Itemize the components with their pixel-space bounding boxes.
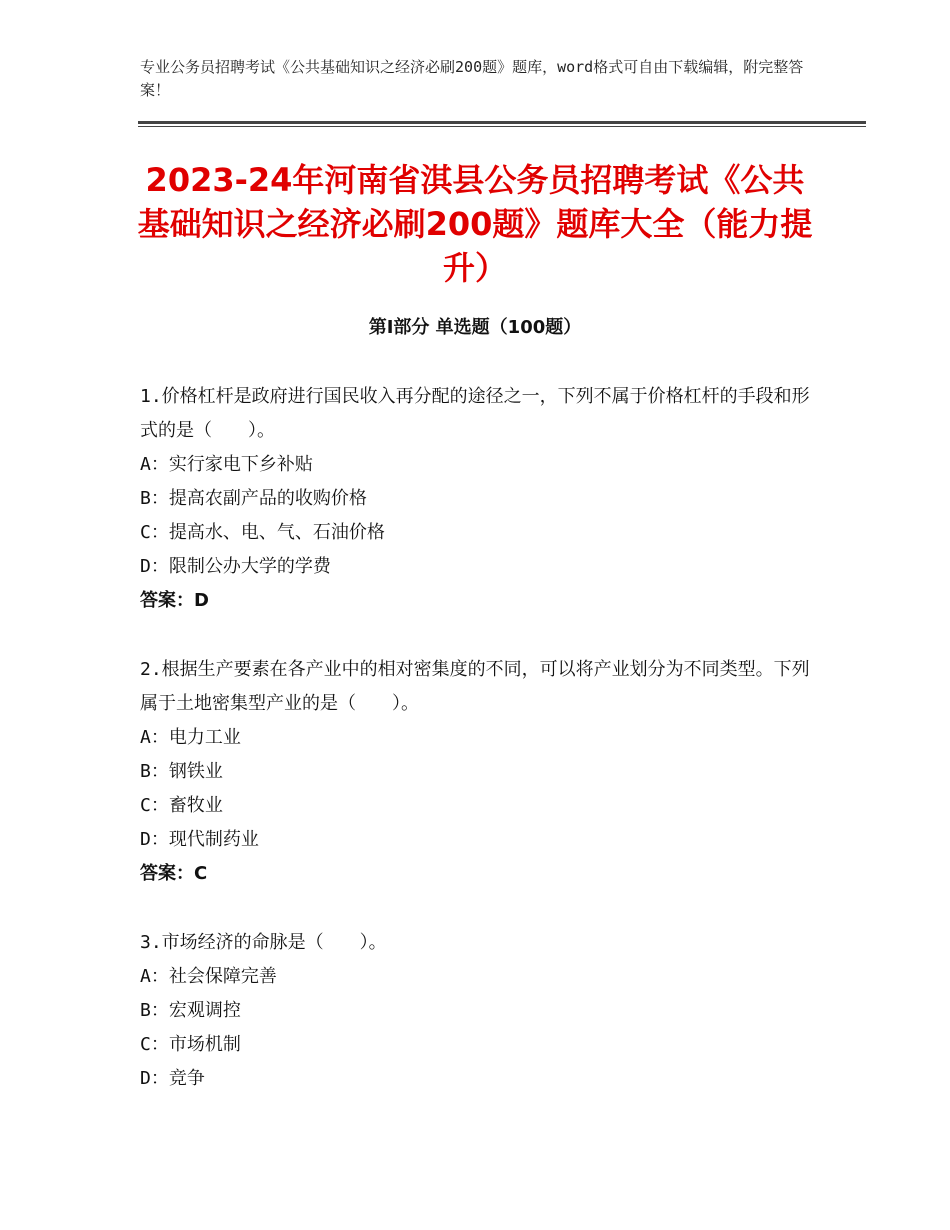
option-d: D：现代制药业 — [140, 829, 259, 850]
question-stem: 2.根据生产要素在各产业中的相对密集度的不同，可以将产业划分为不同类型。下列属于土地密集型产业的是（ ）。 — [140, 659, 810, 714]
option-a: A：实行家电下乡补贴 — [140, 454, 313, 475]
answer: 答案：D — [140, 590, 209, 611]
question-item — [140, 653, 820, 891]
option-a: A：社会保障完善 — [140, 966, 277, 987]
option-b: B：钢铁业 — [140, 761, 223, 782]
answer: 答案：C — [140, 863, 208, 884]
option-a: A：电力工业 — [140, 727, 241, 748]
option-b: B：宏观调控 — [140, 1000, 241, 1021]
option-c: C：市场机制 — [140, 1034, 241, 1055]
document-title: 2023-24年河南省淇县公务员招聘考试《公共基础知识之经济必刷200题》题库大全（能力提升） — [137, 161, 813, 287]
section-title: 第Ⅰ部分 单选题（100题） — [368, 317, 582, 338]
option-c: C：畜牧业 — [140, 795, 223, 816]
header-rule-thin — [138, 126, 866, 127]
question-item — [140, 926, 820, 1096]
option-d: D：限制公办大学的学费 — [140, 556, 331, 577]
header-note: 专业公务员招聘考试《公共基础知识之经济必刷200题》题库，word格式可自由下载编辑，附完整答案！ — [140, 58, 804, 99]
option-c: C：提高水、电、气、石油价格 — [140, 522, 385, 543]
option-d: D：竞争 — [140, 1068, 205, 1089]
option-b: B：提高农副产品的收购价格 — [140, 488, 367, 509]
header-rule-thick — [138, 121, 866, 124]
question-stem: 3.市场经济的命脉是（ ）。 — [140, 932, 387, 953]
question-item — [140, 380, 820, 618]
question-stem: 1.价格杠杆是政府进行国民收入再分配的途径之一，下列不属于价格杠杆的手段和形式的是（ ）。 — [140, 386, 810, 441]
